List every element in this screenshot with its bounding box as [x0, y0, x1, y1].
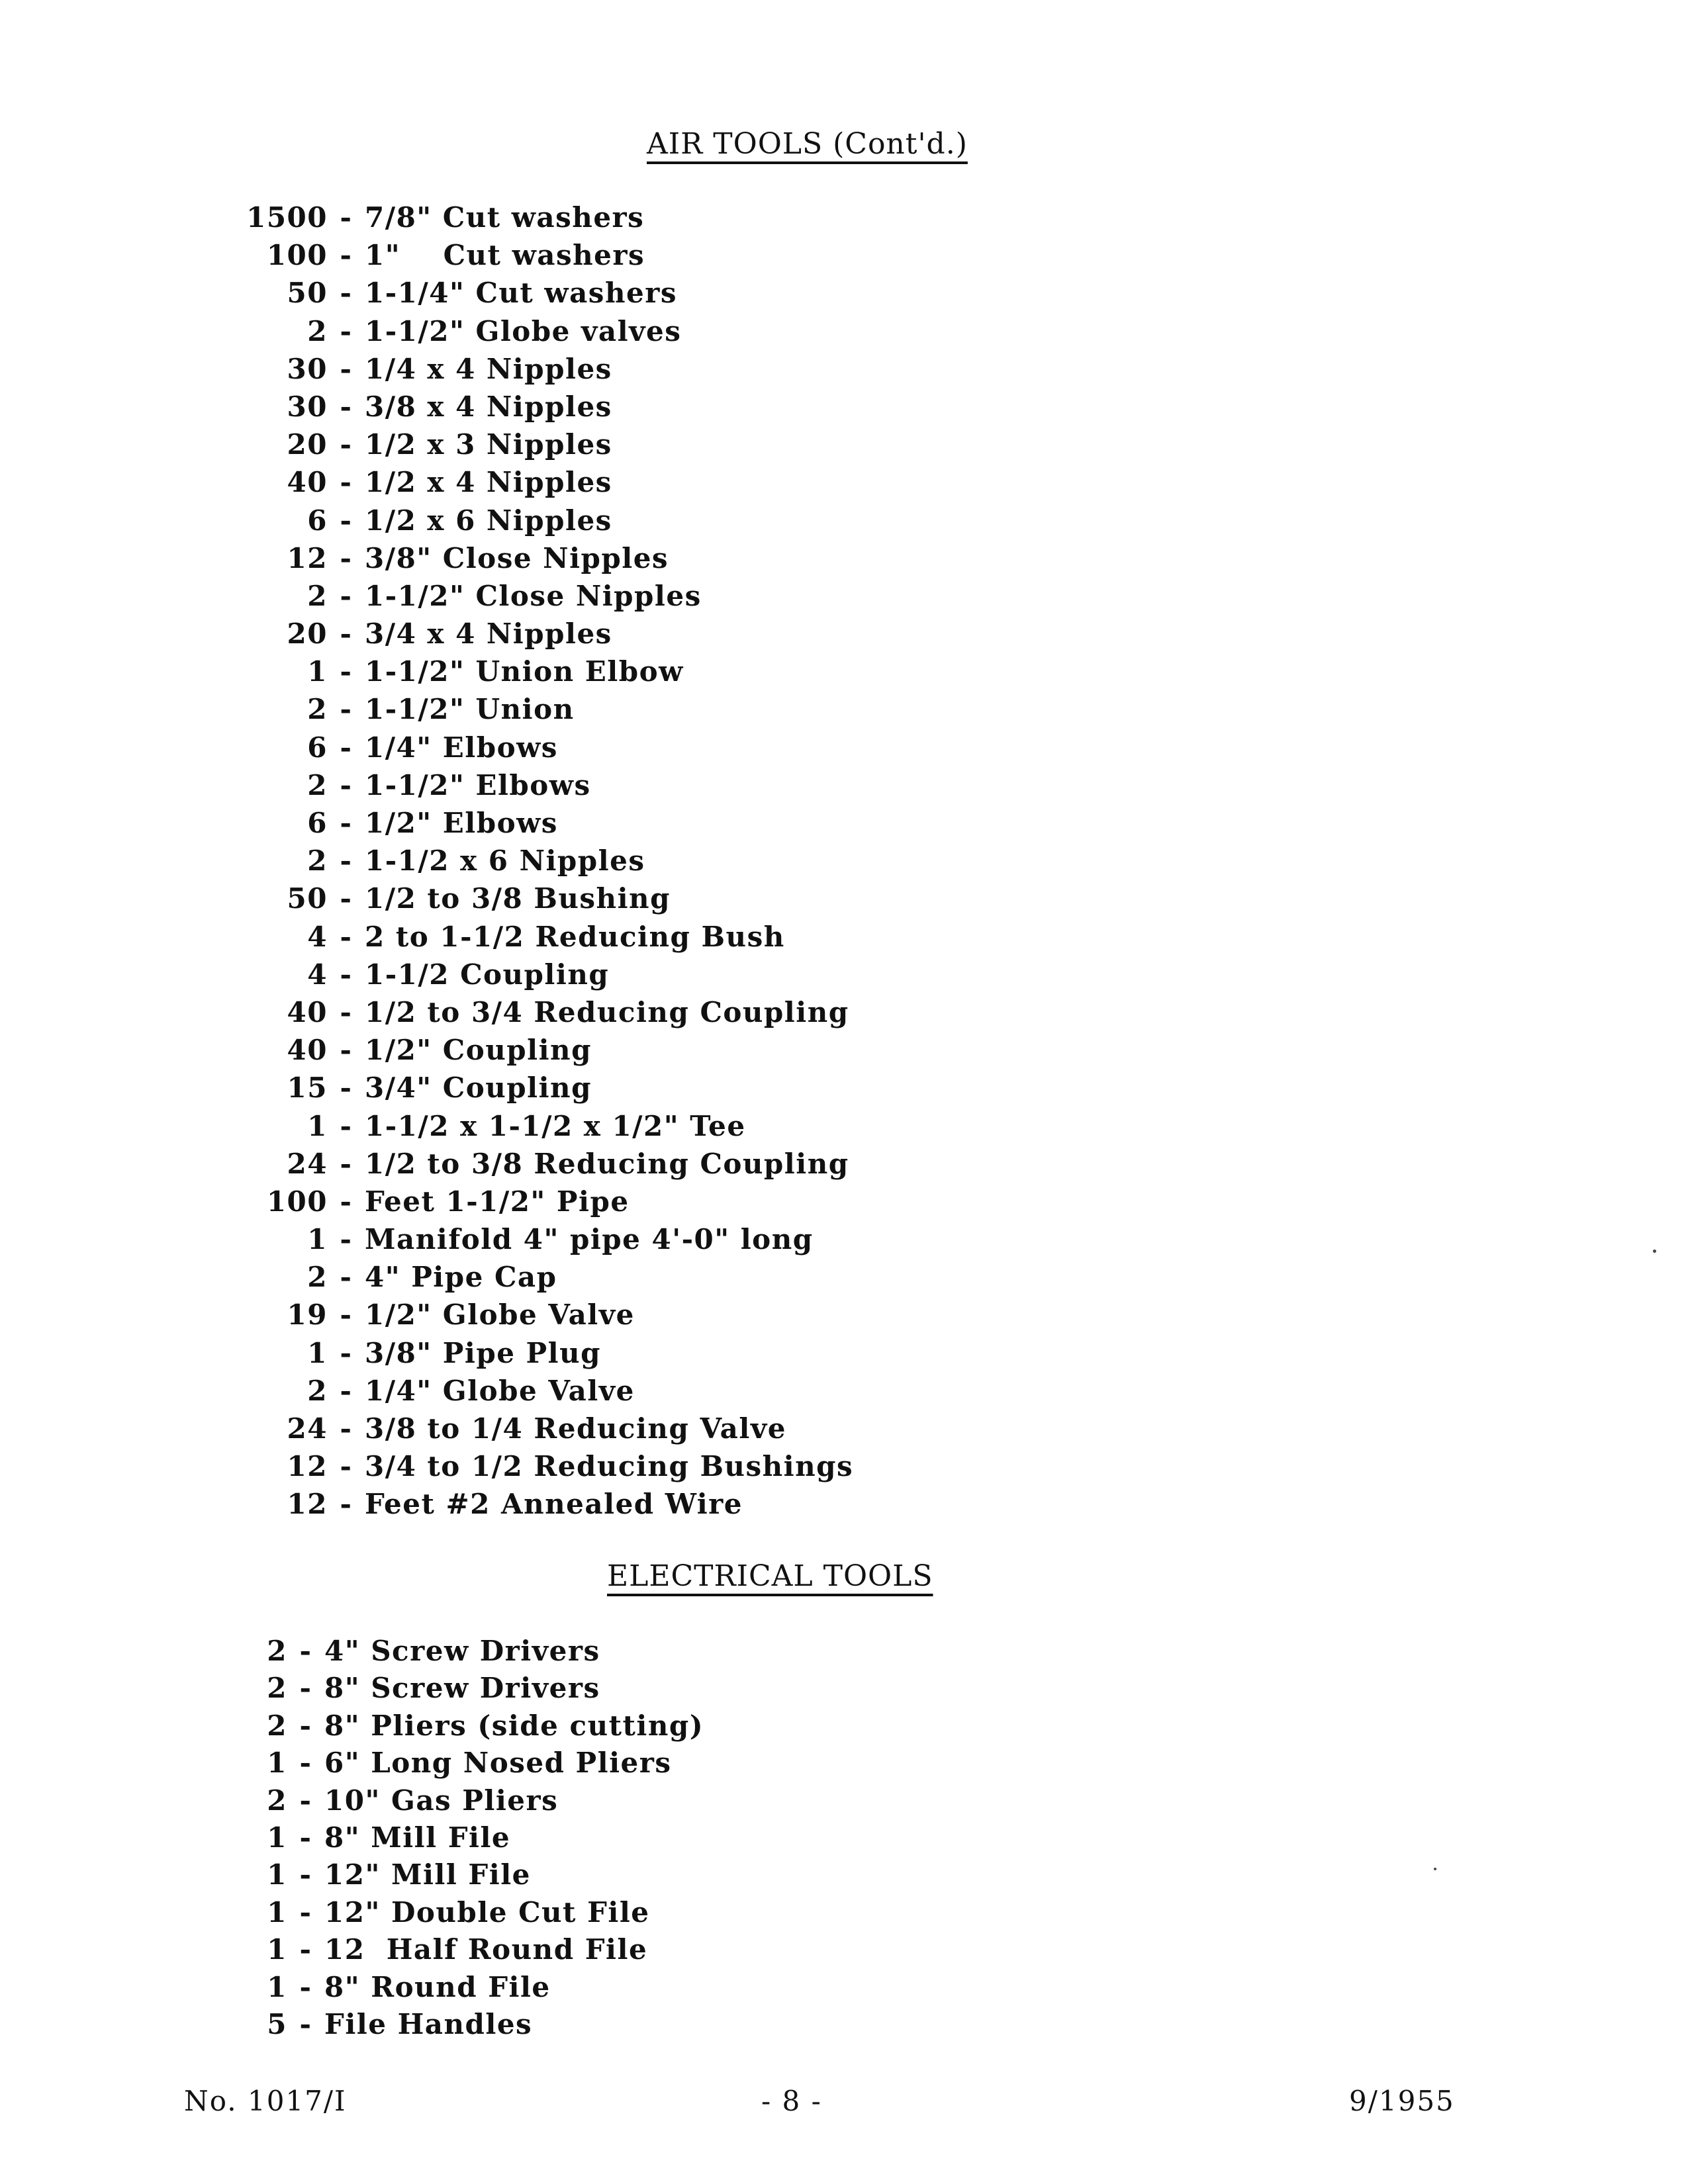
- list-item: [222, 996, 853, 1034]
- item-description: 1" Cut washers: [365, 239, 645, 272]
- item-quantity: 1: [267, 1895, 287, 1929]
- item-quantity: 1: [307, 1109, 328, 1142]
- item-description: 3/4 x 4 Nipples: [365, 617, 612, 651]
- item-description: 8" Round File: [324, 1970, 551, 2003]
- item-quantity: 40: [287, 995, 328, 1028]
- item-separator: -: [340, 731, 353, 764]
- item-description: 1/2 to 3/8 Bushing: [365, 882, 671, 915]
- item-separator: -: [340, 768, 353, 801]
- list-item: [245, 1709, 704, 1747]
- item-quantity: 100: [266, 1185, 328, 1218]
- item-quantity: 12: [287, 1450, 328, 1483]
- item-description: 1-1/2 x 6 Nipples: [365, 844, 645, 878]
- item-description: 1-1/4" Cut washers: [365, 277, 677, 310]
- list-item: [245, 1635, 704, 1672]
- item-separator: -: [340, 1374, 353, 1407]
- list-item: [222, 1148, 853, 1185]
- item-quantity: 6: [307, 504, 328, 537]
- item-description: 1-1/2" Union Elbow: [365, 655, 684, 688]
- list-item: [222, 390, 853, 428]
- item-quantity: 1: [267, 1747, 287, 1780]
- item-description: 6" Long Nosed Pliers: [324, 1747, 672, 1780]
- item-separator: -: [299, 1858, 312, 1891]
- item-separator: -: [340, 1109, 353, 1142]
- list-item: [222, 201, 853, 239]
- item-separator: -: [340, 1450, 353, 1483]
- electrical-tools-list: [245, 1635, 704, 2045]
- item-quantity: 30: [287, 390, 328, 423]
- list-item: [222, 1488, 853, 1525]
- item-description: 12 Half Round File: [324, 1933, 648, 1966]
- item-quantity: 50: [287, 277, 328, 310]
- item-quantity: 2: [307, 844, 328, 878]
- item-quantity: 2: [267, 1709, 287, 1742]
- item-quantity: 5: [267, 2007, 287, 2040]
- item-quantity: 1: [307, 1336, 328, 1369]
- item-separator: -: [299, 1933, 312, 1966]
- item-quantity: 1: [267, 1970, 287, 2003]
- item-quantity: 2: [267, 1635, 287, 1667]
- item-separator: -: [340, 314, 353, 347]
- list-item: [222, 239, 853, 277]
- list-item: [222, 655, 853, 693]
- item-description: 1/2 x 6 Nipples: [365, 504, 612, 537]
- list-item: [222, 1071, 853, 1109]
- document-date: 9/1955: [1349, 2085, 1455, 2117]
- item-quantity: 19: [287, 1298, 328, 1332]
- item-quantity: 12: [287, 541, 328, 574]
- item-separator: -: [340, 504, 353, 537]
- item-description: 1-1/2 Coupling: [365, 958, 610, 991]
- item-separator: -: [340, 1071, 353, 1105]
- list-item: [222, 1450, 853, 1488]
- item-description: 1-1/2" Union: [365, 693, 575, 726]
- item-description: 3/4 to 1/2 Reducing Bushings: [365, 1450, 854, 1483]
- item-description: File Handles: [324, 2007, 533, 2040]
- item-quantity: 6: [307, 731, 328, 764]
- item-quantity: 50: [287, 882, 328, 915]
- item-description: Manifold 4" pipe 4'-0" long: [365, 1223, 814, 1256]
- list-item: [222, 844, 853, 882]
- item-separator: -: [340, 882, 353, 915]
- item-separator: -: [340, 277, 353, 310]
- list-item: [245, 1784, 704, 1821]
- list-item: [222, 882, 853, 920]
- list-item: [245, 1896, 704, 1933]
- list-item: [245, 1858, 704, 1895]
- item-quantity: 20: [287, 617, 328, 651]
- item-quantity: 30: [287, 352, 328, 385]
- item-quantity: 100: [266, 239, 328, 272]
- item-quantity: 20: [287, 428, 328, 461]
- item-description: 1-1/2 x 1-1/2 x 1/2" Tee: [365, 1109, 746, 1142]
- item-quantity: 2: [307, 314, 328, 347]
- item-separator: -: [299, 1970, 312, 2003]
- item-description: 8" Pliers (side cutting): [324, 1709, 704, 1742]
- item-separator: -: [299, 1821, 312, 1854]
- item-description: 3/4" Coupling: [365, 1071, 592, 1105]
- list-item: [222, 769, 853, 807]
- list-item: [245, 2008, 704, 2045]
- list-item: [245, 1747, 704, 1784]
- list-item: [222, 693, 853, 731]
- list-item: [222, 1337, 853, 1375]
- item-description: 1/4" Elbows: [365, 731, 558, 764]
- item-description: 3/8" Pipe Plug: [365, 1336, 601, 1369]
- item-separator: -: [340, 1185, 353, 1218]
- item-description: 1/4" Globe Valve: [365, 1374, 635, 1407]
- item-separator: -: [340, 617, 353, 651]
- item-description: 1/2" Globe Valve: [365, 1298, 635, 1332]
- item-description: 4" Screw Drivers: [324, 1635, 600, 1667]
- list-item: [222, 1298, 853, 1336]
- list-item: [222, 277, 853, 314]
- item-description: 1-1/2" Globe valves: [365, 314, 682, 347]
- item-description: 3/8 to 1/4 Reducing Valve: [365, 1412, 786, 1445]
- item-quantity: 2: [307, 579, 328, 612]
- item-description: 10" Gas Pliers: [324, 1784, 559, 1817]
- scan-speck: [1653, 1250, 1656, 1253]
- item-description: 1/2 to 3/8 Reducing Coupling: [365, 1147, 849, 1180]
- item-description: 12" Mill File: [324, 1858, 531, 1891]
- item-separator: -: [340, 466, 353, 499]
- list-item: [222, 1261, 853, 1298]
- item-quantity: 1: [267, 1858, 287, 1891]
- item-description: Feet 1-1/2" Pipe: [365, 1185, 630, 1218]
- item-separator: -: [340, 807, 353, 839]
- list-item: [222, 1412, 853, 1450]
- item-separator: -: [299, 1784, 312, 1817]
- item-separator: -: [340, 1034, 353, 1067]
- item-description: 1/2" Coupling: [365, 1034, 592, 1067]
- list-item: [245, 1672, 704, 1709]
- item-separator: -: [340, 579, 353, 612]
- list-item: [245, 1933, 704, 1970]
- item-quantity: 1: [307, 655, 328, 688]
- item-separator: -: [340, 390, 353, 423]
- item-quantity: 2: [307, 693, 328, 726]
- item-description: 3/8" Close Nipples: [365, 541, 669, 574]
- item-description: 12" Double Cut File: [324, 1895, 650, 1929]
- list-item: [222, 504, 853, 542]
- item-separator: -: [299, 2007, 312, 2040]
- item-separator: -: [340, 1261, 353, 1294]
- item-separator: -: [340, 201, 353, 234]
- item-description: 8" Mill File: [324, 1821, 511, 1854]
- list-item: [222, 428, 853, 466]
- item-separator: -: [340, 655, 353, 688]
- list-item: [222, 542, 853, 580]
- item-description: 4" Pipe Cap: [365, 1261, 557, 1294]
- item-separator: -: [340, 995, 353, 1028]
- list-item: [245, 1821, 704, 1858]
- item-quantity: 2: [307, 1261, 328, 1294]
- item-separator: -: [340, 239, 353, 272]
- air-tools-heading: AIR TOOLS (Cont'd.): [647, 127, 968, 161]
- item-separator: -: [340, 1336, 353, 1369]
- item-quantity: 2: [267, 1784, 287, 1817]
- page-number: - 8 -: [761, 2085, 822, 2117]
- item-quantity: 2: [307, 1374, 328, 1407]
- item-separator: -: [299, 1635, 312, 1667]
- item-separator: -: [340, 352, 353, 385]
- item-description: 1/2 x 4 Nipples: [365, 466, 612, 499]
- item-description: 1/2 to 3/4 Reducing Coupling: [365, 995, 849, 1028]
- item-quantity: 1: [307, 1223, 328, 1256]
- item-description: 1-1/2" Elbows: [365, 768, 591, 801]
- list-item: [222, 315, 853, 353]
- item-quantity: 2: [267, 1672, 287, 1705]
- list-item: [222, 353, 853, 390]
- list-item: [222, 580, 853, 617]
- item-quantity: 40: [287, 1034, 328, 1067]
- list-item: [222, 466, 853, 504]
- item-quantity: 6: [307, 807, 328, 839]
- document-number: No. 1017/I: [184, 2085, 347, 2117]
- item-description: Feet #2 Annealed Wire: [365, 1488, 743, 1521]
- item-description: 1-1/2" Close Nipples: [365, 579, 702, 612]
- item-quantity: 1: [267, 1821, 287, 1854]
- item-separator: -: [340, 1488, 353, 1521]
- list-item: [222, 1034, 853, 1071]
- item-separator: -: [340, 1147, 353, 1180]
- list-item: [222, 731, 853, 769]
- item-quantity: 4: [307, 958, 328, 991]
- item-separator: -: [299, 1672, 312, 1705]
- list-item: [222, 1110, 853, 1148]
- item-separator: -: [299, 1895, 312, 1929]
- item-separator: -: [340, 541, 353, 574]
- item-separator: -: [340, 428, 353, 461]
- item-quantity: 24: [287, 1412, 328, 1445]
- item-separator: -: [299, 1709, 312, 1742]
- list-item: [222, 1185, 853, 1223]
- item-separator: -: [340, 1298, 353, 1332]
- electrical-tools-heading: ELECTRICAL TOOLS: [607, 1559, 933, 1593]
- list-item: [222, 617, 853, 655]
- list-item: [222, 1223, 853, 1261]
- item-separator: -: [340, 844, 353, 878]
- item-quantity: 1500: [246, 201, 328, 234]
- item-description: 1/2" Elbows: [365, 807, 558, 839]
- air-tools-list: [222, 201, 853, 1526]
- item-quantity: 4: [307, 920, 328, 953]
- item-separator: -: [340, 1412, 353, 1445]
- item-description: 1/4 x 4 Nipples: [365, 352, 612, 385]
- item-description: 3/8 x 4 Nipples: [365, 390, 612, 423]
- item-separator: -: [299, 1747, 312, 1780]
- item-quantity: 1: [267, 1933, 287, 1966]
- item-quantity: 24: [287, 1147, 328, 1180]
- item-separator: -: [340, 958, 353, 991]
- list-item: [222, 958, 853, 996]
- item-description: 8" Screw Drivers: [324, 1672, 600, 1705]
- item-description: 2 to 1-1/2 Reducing Bush: [365, 920, 785, 953]
- item-quantity: 12: [287, 1488, 328, 1521]
- item-separator: -: [340, 693, 353, 726]
- list-item: [222, 921, 853, 958]
- item-description: 1/2 x 3 Nipples: [365, 428, 612, 461]
- list-item: [222, 807, 853, 844]
- item-quantity: 2: [307, 768, 328, 801]
- scan-speck: [1434, 1868, 1436, 1870]
- item-separator: -: [340, 1223, 353, 1256]
- list-item: [222, 1375, 853, 1412]
- item-separator: -: [340, 920, 353, 953]
- item-quantity: 15: [287, 1071, 328, 1105]
- item-description: 7/8" Cut washers: [365, 201, 645, 234]
- list-item: [245, 1971, 704, 2008]
- item-quantity: 40: [287, 466, 328, 499]
